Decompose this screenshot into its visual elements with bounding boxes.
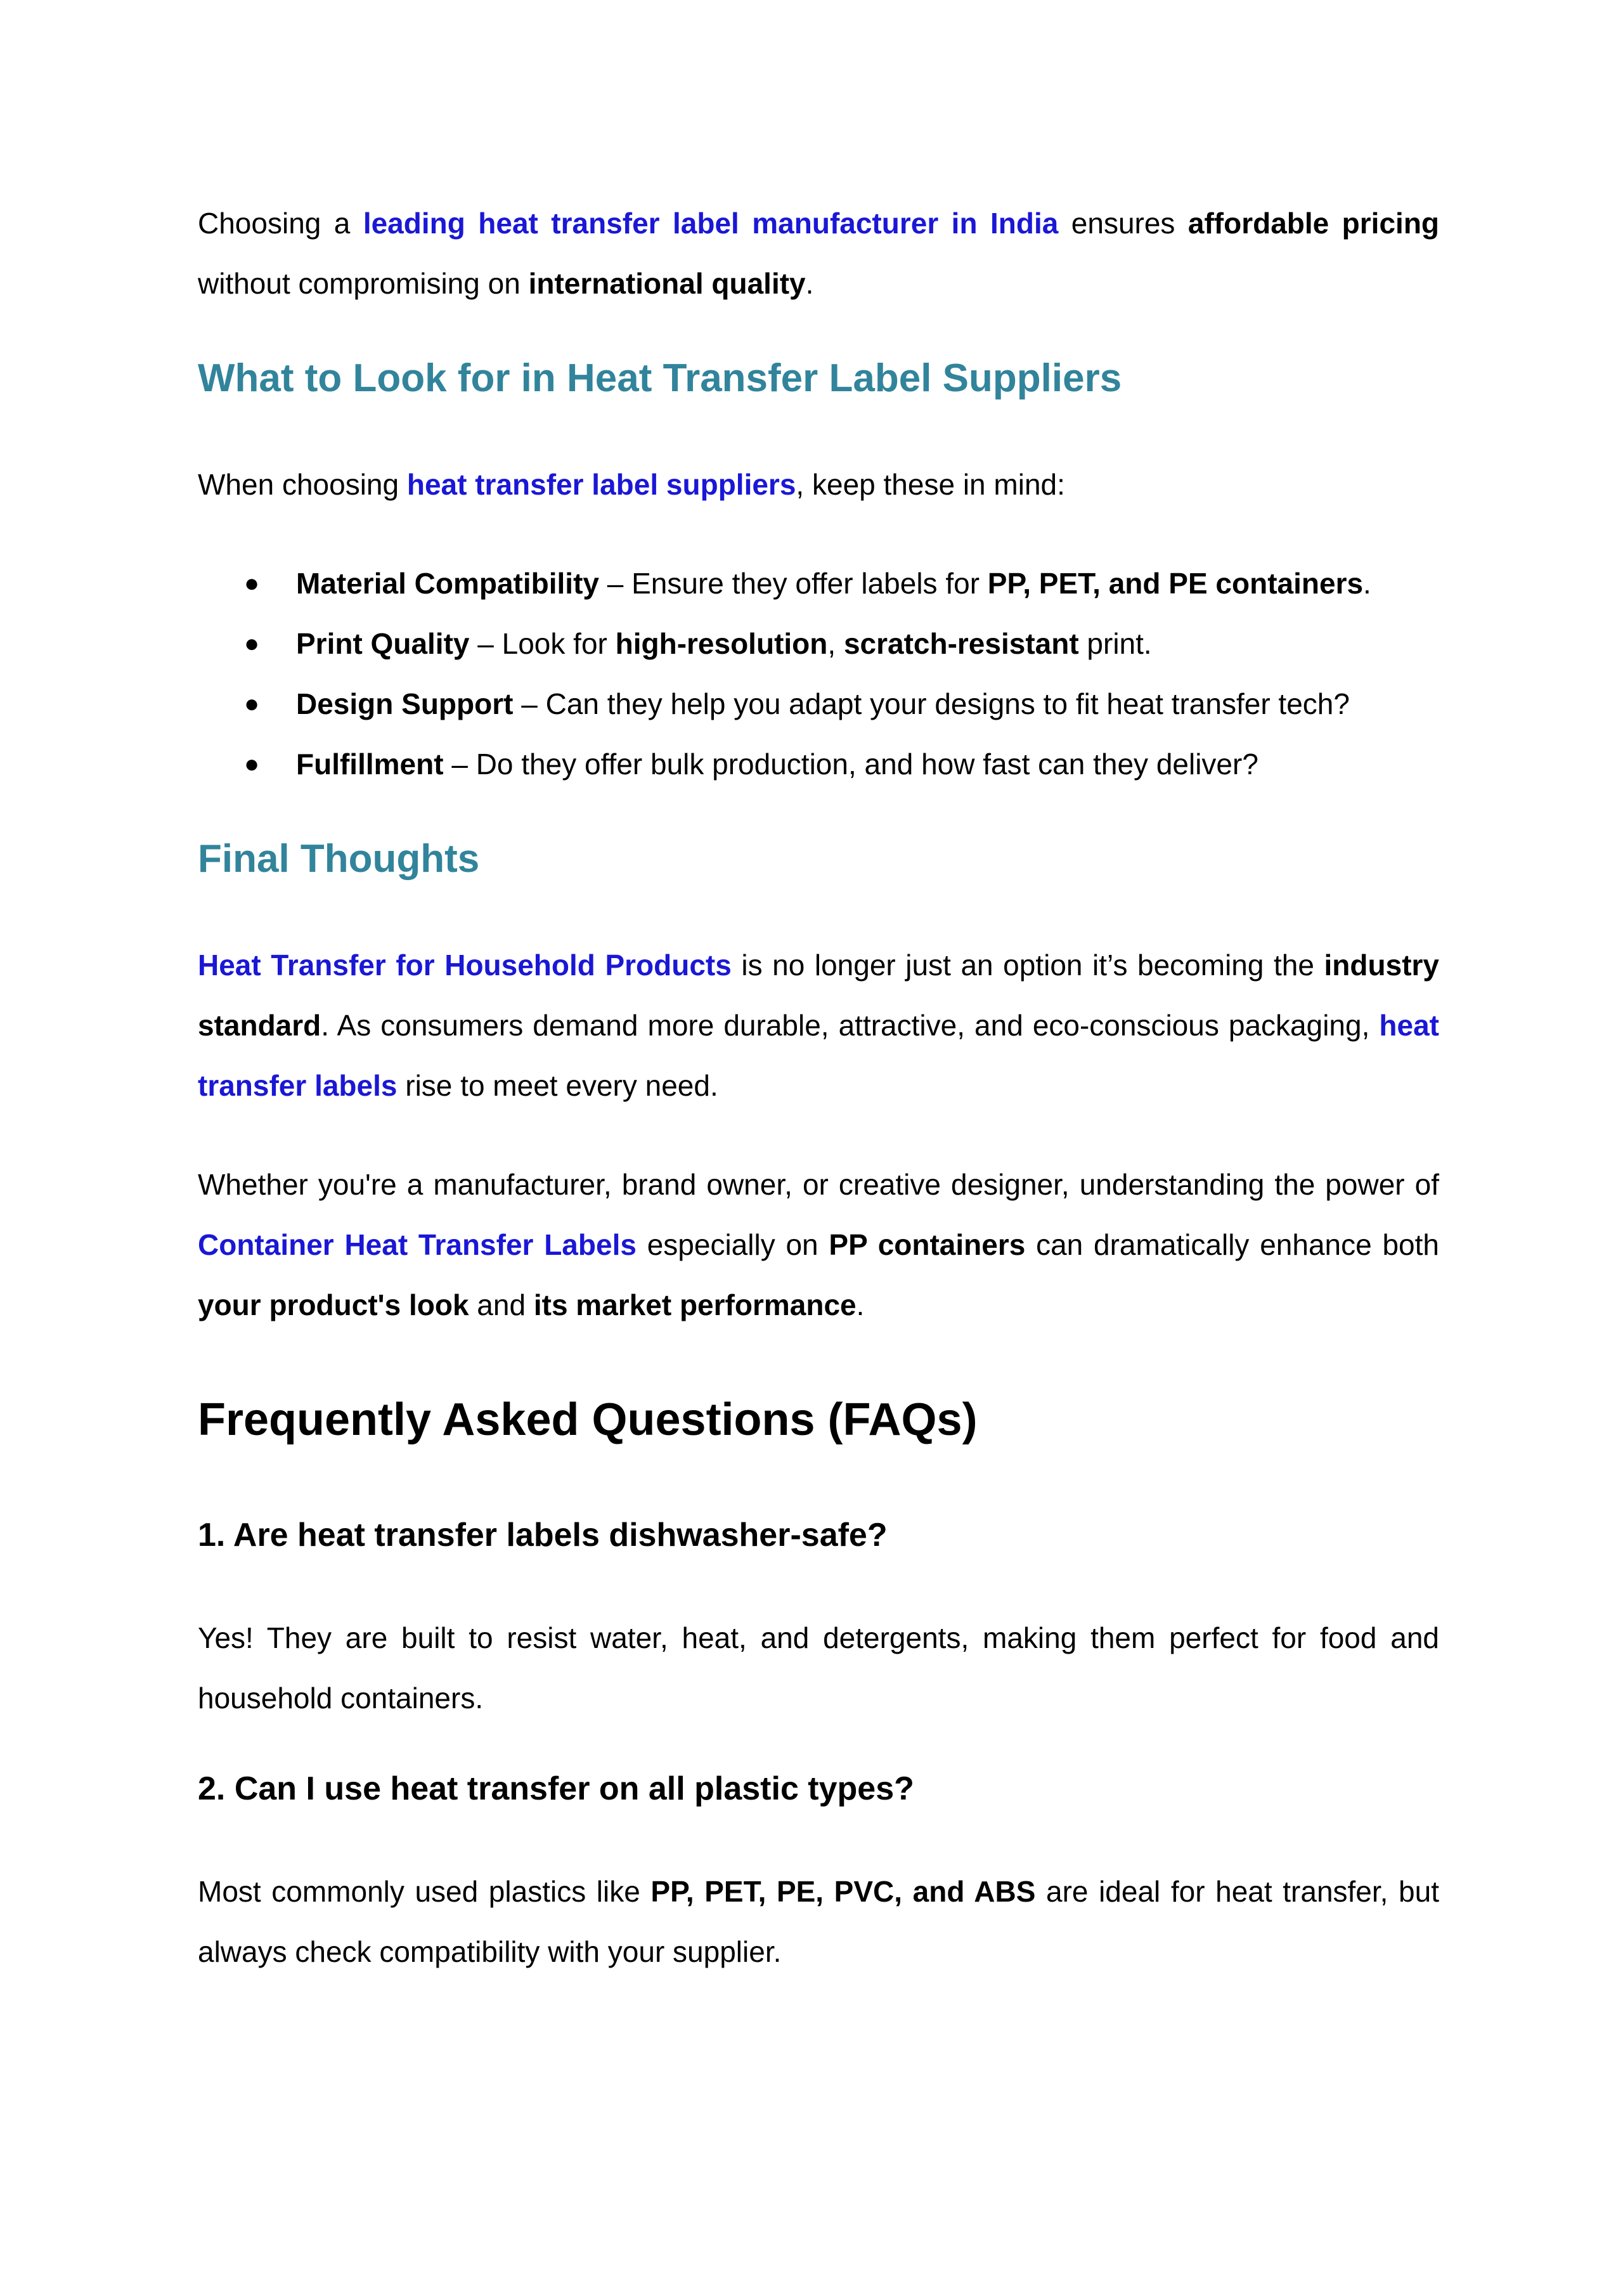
bullet-text: – Can they help you adapt your designs to fit heat transfer tech?: [513, 687, 1350, 720]
bullet-text: print.: [1078, 627, 1152, 660]
heat-transfer-labels-link[interactable]: heat transfer labels: [198, 1009, 1439, 1102]
list-item: [244, 614, 1439, 674]
bullet-text: – Do they offer bulk production, and how fast can they deliver?: [443, 748, 1258, 781]
final-thoughts-paragraph-1: [198, 935, 1439, 1116]
intro-bold: affordable pricing: [1187, 207, 1440, 240]
section-heading-suppliers: What to Look for in Heat Transfer Label Suppliers: [198, 356, 1122, 400]
bullet-icon: ●: [244, 569, 260, 597]
paragraph-text: Whether you're a manufacturer, brand owner, or creative designer, understanding the power of: [198, 1168, 1439, 1201]
bullet-icon: ●: [244, 630, 260, 658]
intro-text: ensures: [1058, 207, 1188, 240]
bullet-icon: ●: [244, 690, 260, 718]
intro-paragraph: [198, 193, 1439, 314]
paragraph-bold: industry standard: [198, 949, 1439, 1042]
bullet-bold: Design Support: [296, 687, 514, 720]
manufacturer-link[interactable]: leading heat transfer label manufacturer in India: [363, 207, 1059, 240]
paragraph-text: .: [856, 1288, 865, 1321]
paragraph-text: is no longer just an option it’s becoming the: [731, 949, 1324, 982]
paragraph-bold: PP containers: [829, 1228, 1026, 1261]
suppliers-lead-paragraph: [198, 455, 1439, 515]
answer-bold: PP, PET, PE, PVC, and ABS: [650, 1875, 1036, 1908]
suppliers-bullet-list: [198, 554, 1439, 795]
paragraph-text: rise to meet every need.: [397, 1069, 718, 1102]
bullet-text: – Ensure they offer labels for: [598, 567, 988, 600]
section-heading-final-thoughts: Final Thoughts: [198, 837, 480, 881]
lead-text: , keep these in mind:: [796, 468, 1065, 501]
faq-answer-1: Yes! They are built to resist water, heat, and detergents, making them perfect for food and household containers.: [198, 1621, 1439, 1715]
bullet-bold: scratch-resistant: [843, 627, 1079, 660]
bullet-icon: ●: [244, 750, 260, 778]
final-thoughts-paragraph-2: [198, 1155, 1439, 1335]
faq-question-1: 1. Are heat transfer labels dishwasher-safe?: [198, 1517, 888, 1553]
bullet-bold: Fulfillment: [296, 748, 444, 781]
lead-text: When choosing: [198, 468, 407, 501]
bullet-text: – Look for: [469, 627, 616, 660]
paragraph-text: can dramatically enhance both: [1025, 1228, 1439, 1261]
household-products-link[interactable]: Heat Transfer for Household Products: [198, 949, 732, 982]
suppliers-link[interactable]: heat transfer label suppliers: [406, 468, 796, 501]
list-item: [244, 674, 1439, 734]
answer-text: are ideal for heat transfer, but always check compatibility with your supplier.: [198, 1875, 1439, 1968]
bullet-text: ,: [827, 627, 844, 660]
container-labels-link[interactable]: Container Heat Transfer Labels: [198, 1228, 637, 1261]
faq-answer-2: [198, 1862, 1439, 1982]
list-item: [244, 734, 1439, 795]
bullet-bold: PP, PET, and PE containers: [987, 567, 1364, 600]
intro-text: Choosing a: [198, 207, 363, 240]
paragraph-text: and: [469, 1288, 534, 1321]
faq-question-2: 2. Can I use heat transfer on all plastic types?: [198, 1770, 914, 1807]
bullet-text: .: [1363, 567, 1371, 600]
intro-bold: international quality: [528, 267, 806, 300]
document-content: [198, 193, 1439, 1982]
intro-text: .: [805, 267, 814, 300]
paragraph-bold: your product's look: [198, 1288, 469, 1321]
paragraph-bold: its market performance: [533, 1288, 857, 1321]
bullet-bold: Print Quality: [296, 627, 470, 660]
list-item: [244, 554, 1439, 614]
bullet-bold: high-resolution: [615, 627, 828, 660]
intro-text: without compromising on: [198, 267, 529, 300]
bullet-bold: Material Compatibility: [296, 567, 599, 600]
answer-text: Most commonly used plastics like: [198, 1875, 651, 1908]
paragraph-text: especially on: [636, 1228, 829, 1261]
paragraph-text: . As consumers demand more durable, attractive, and eco-conscious packaging,: [321, 1009, 1380, 1042]
faq-heading: Frequently Asked Questions (FAQs): [198, 1394, 978, 1445]
